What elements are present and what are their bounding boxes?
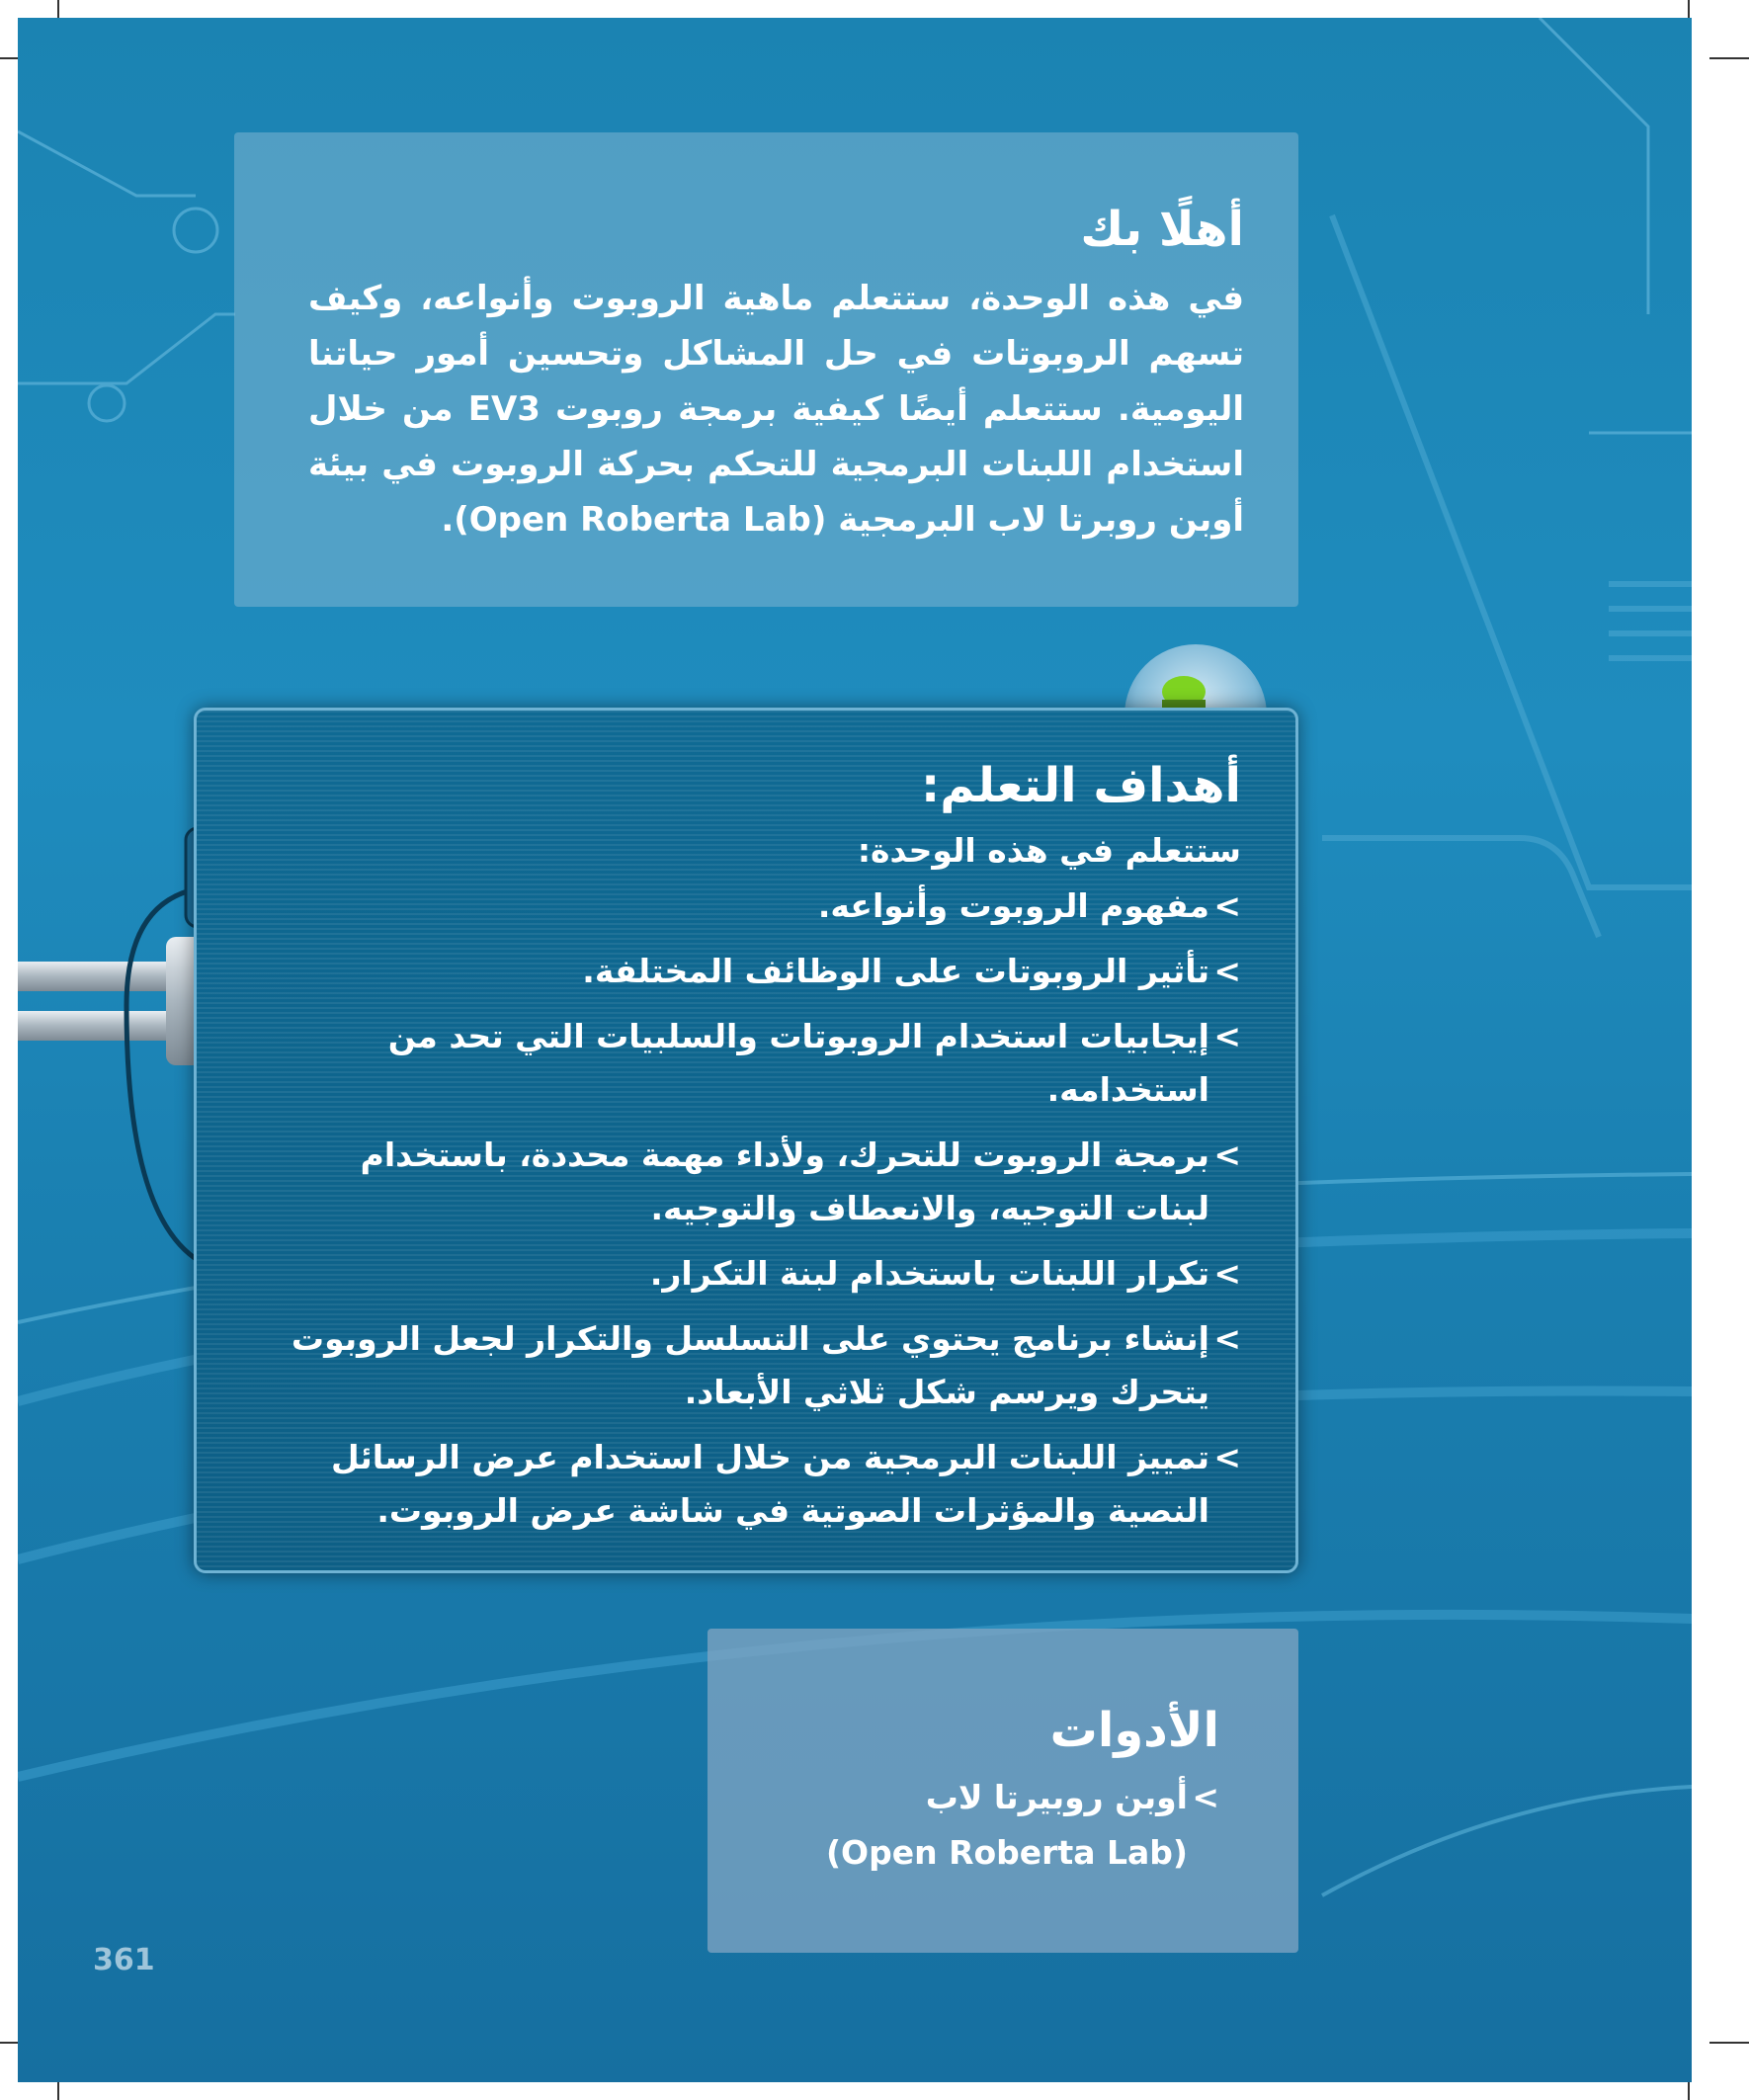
welcome-title: أهلًا بك: [1080, 202, 1244, 257]
bullet-marker: >: [1213, 952, 1241, 990]
welcome-panel: [234, 132, 1298, 607]
bullet-marker: >: [1213, 1319, 1241, 1358]
bullet-marker: >: [1213, 1017, 1241, 1055]
objectives-title: أهداف التعلم:: [921, 758, 1241, 813]
list-item: [266, 1247, 1241, 1301]
bullet-marker: >: [1192, 1778, 1219, 1816]
bullet-marker: >: [1213, 1254, 1241, 1293]
objective-text: تمييز اللبنات البرمجية من خلال استخدام عرض الرسائل النصية والمؤثرات الصوتية في شاشة عرض الروبوت.: [330, 1438, 1209, 1530]
tools-panel: [708, 1629, 1298, 1953]
list-item: [266, 1431, 1241, 1538]
learning-objectives-panel: [194, 708, 1298, 1573]
objectives-intro: ستتعلم في هذه الوحدة:: [857, 831, 1241, 870]
bullet-marker: >: [1213, 1438, 1241, 1476]
list-item: [266, 1312, 1241, 1419]
objective-text: إنشاء برنامج يحتوي على التسلسل والتكرار لجعل الروبوت يتحرك ويرسم شكل ثلاثي الأبعاد.: [291, 1319, 1209, 1411]
objective-text: تكرار اللبنات باستخدام لبنة التكرار.: [649, 1254, 1209, 1293]
objective-text: مفهوم الروبوت وأنواعه.: [817, 886, 1209, 925]
objective-text: برمجة الروبوت للتحرك، ولأداء مهمة محددة، باستخدام لبنات التوجيه، والانعطاف والتوجيه.: [360, 1135, 1209, 1227]
bullet-marker: >: [1213, 886, 1241, 925]
page-number: 361: [93, 1943, 155, 1977]
list-item: [266, 880, 1241, 933]
objective-text: تأثير الروبوتات على الوظائف المختلفة.: [582, 952, 1209, 990]
tool-name-english: (Open Roberta Lab): [825, 1833, 1188, 1872]
tool-item: [747, 1770, 1219, 1881]
crop-mark: [1709, 57, 1749, 59]
welcome-body: في هذه الوحدة، ستتعلم ماهية الروبوت وأنواعه، وكيف تسهم الروبوتات في حل المشاكل وتحسين أمور حياتنا اليومية. ستتعلم أيضًا كيفية برمجة روبوت EV3 من خلال استخدام اللبنات البرمجية للتحكم بحركة الروبوت في بيئة أوبن روبرتا لاب البرمجية (Open Roberta Lab).: [308, 279, 1244, 540]
crop-mark: [1709, 2042, 1749, 2044]
tool-name-arabic: أوبن روبيرتا لاب: [925, 1778, 1188, 1816]
tools-title: الأدوات: [1049, 1703, 1219, 1758]
list-item: [266, 945, 1241, 998]
list-item: [266, 1129, 1241, 1235]
list-item: [266, 1010, 1241, 1117]
bullet-marker: >: [1213, 1135, 1241, 1174]
objective-text: إيجابيات استخدام الروبوتات والسلبيات التي تحد من استخدامه.: [387, 1017, 1209, 1109]
objectives-list: [266, 880, 1241, 1538]
